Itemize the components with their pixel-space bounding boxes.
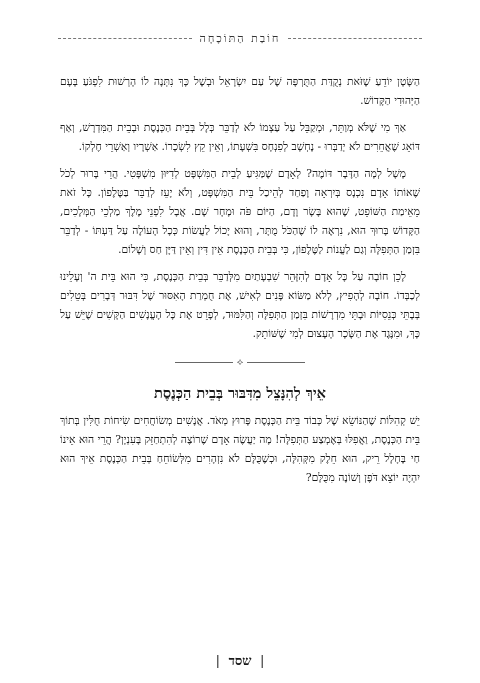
running-header — [58, 30, 422, 46]
section-paragraph: יֵשׁ קְהִלּוֹת שֶׁהַנּוֹשֵׂא שֶׁל כְּבוֹד בֵּית הַכְּנֶסֶת פָּרוּץ מְאֹד. אֲנָשִׁים מְשׂוֹחֲחִים שִׂיחוֹת חֻלִּין בְּתוֹךְ בֵּית הַכְּנֶסֶת, וַאֲפִלּוּ בְּאֶמְצַע הַתְּפִלָּה! מָה יַעֲשֶׂה אָדָם שֶׁרוֹצֶה לְהִתְחַזֵּק בָּעִנְיָן? הֲרֵי הוּא אֵינוֹ חַי בֶּחָלָל רֵיק, הוּא חֵלֶק מִקְּהִלָּה, וּכְשֶׁכֻּלָּם לֹא נִזְהָרִים מִלְּשׂוֹחֵחַ בְּבֵית הַכְּנֶסֶת אֵיךְ הוּא יִהְיֶה יוֹצֵא דֹּפֶן וְשׁוֹנֶה מִכֻּלָּם? — [60, 414, 420, 484]
paragraph-4: לָכֵן חוֹבָה עַל כָּל אָדָם לְהִזָּהֵר שִׁבְעָתַיִם מִלְּדַבֵּר בְּבֵית הַכְּנֶסֶת, כִּי הוּא בֵּית ה' וְעָלֵינוּ לְכַבְּדוֹ. חוֹבָה לְהָפִיץ, לְלֹא מַשּׂוֹא פָּנִים לְאִישׁ, אֶת חֻמְרַת הָאִסּוּר שֶׁל דִּבּוּר דְּבָרִים בְּטֵלִים בְּבָתֵּי כְּנֵסִיּוֹת וּבָתֵּי מִדְרָשׁוֹת בִּזְמַן הַתְּפִלָּה וְהַלִּמּוּד, לְפָרֵט אֶת כָּל הָעֳנָשִׁים הַקָּשִׁים שֶׁיֵּשׁ עַל כָּךְ, וּמִנֶּגֶד אֶת הַשָּׂכָר הָעָצוּם לְמִי שֶׁשּׁוֹתֵק. — [60, 270, 420, 340]
paragraph-1: הַשָּׂטָן יוֹדֵעַ שֶׁזֹּאת נְקֻדַּת הַתֻּרְפָּה שֶׁל עַם יִשְׂרָאֵל וּבְשֶׁל כָּךְ נִתְּנָה לוֹ הָרְשׁוּת לִפְגֹּעַ בָּעָם הַיְּהוּדִי הַקָּדוֹשׁ. — [60, 75, 420, 107]
paragraph-2: אַךְ מִי שֶׁלֹּא מְוַתֵּר, וּמְקַבֵּל עַל עַצְמוֹ לֹא לְדַבֵּר כְּלָל בְּבֵית הַכְּנֶסֶת וּבְבֵית הַמִּדְרָשׁ, וְאַף דּוֹאֵג שֶׁאֲחֵרִים לֹא יְדַבְּרוּ - נֶחְשָׁב לְפִנְחָס בִּשְׁעָתוֹ, וְאֵין קֵץ לִשְׂכָרוֹ. אַשְׁרָיו וְאַשְׁרֵי חֶלְקוֹ. — [60, 121, 420, 153]
flourish-ornament-icon: ⟡ — [236, 357, 244, 368]
folio-bar-right: | — [259, 654, 265, 669]
folio-bar-left: | — [215, 654, 221, 669]
divider-line-right — [247, 362, 305, 363]
page-number: שסד — [228, 654, 252, 669]
running-title: חוֹבַת הַתּוֹכָחָה — [199, 31, 281, 45]
page-number-footer — [0, 653, 480, 669]
header-rule-left — [58, 38, 192, 39]
page-body — [60, 72, 420, 495]
section-divider — [60, 353, 420, 372]
divider-line-left — [175, 362, 233, 363]
section-heading: אֵיךְ לְהִנָּצֵל מִדִּבּוּר בְּבֵית הַכְּנֶסֶת — [154, 385, 326, 402]
header-rule-right — [288, 38, 422, 39]
paragraph-3: מָשָׁל לְמָה הַדָּבָר דּוֹמֶה? לְאָדָם שֶׁמַּגִּיעַ לְבֵית הַמִּשְׁפָּט לְדִיּוּן מִשְׁפָּטִי. הֲרֵי בָּרוּר לְכֹל שֶׁאוֹתוֹ אָדָם נִכְנָס בְּיִרְאָה וָפַחַד לְהֵיכַל בֵּית הַמִּשְׁפָּט, וְלֹא יָעֵז לְדַבֵּר בַּטֶּלֶפוֹן. כָּל זֹאת מֵאֵימַת הַשּׁוֹפֵט, שֶׁהוּא בָּשָׂר וָדָם, הַיּוֹם פֹּה וּמָחָר שָׁם. אֲבָל לִפְנֵי מֶלֶךְ מַלְכֵי הַמְּלָכִים, הַקָּדוֹשׁ בָּרוּךְ הוּא, נִרְאֶה לוֹ שֶׁהַכֹּל מֻתָּר, וְהוּא יָכוֹל לַעֲשׂוֹת כְּכָל הָעוֹלֶה עַל דַּעְתּוֹ - לְדַבֵּר בִּזְמַן הַתְּפִלָּה וְגַם לַעֲנוֹת לַטֶּלֶפוֹן, כִּי בְּבֵית הַכְּנֶסֶת אֵין דִּין וְאֵין דַּיָּן חַס וְשָׁלוֹם. — [60, 167, 420, 256]
